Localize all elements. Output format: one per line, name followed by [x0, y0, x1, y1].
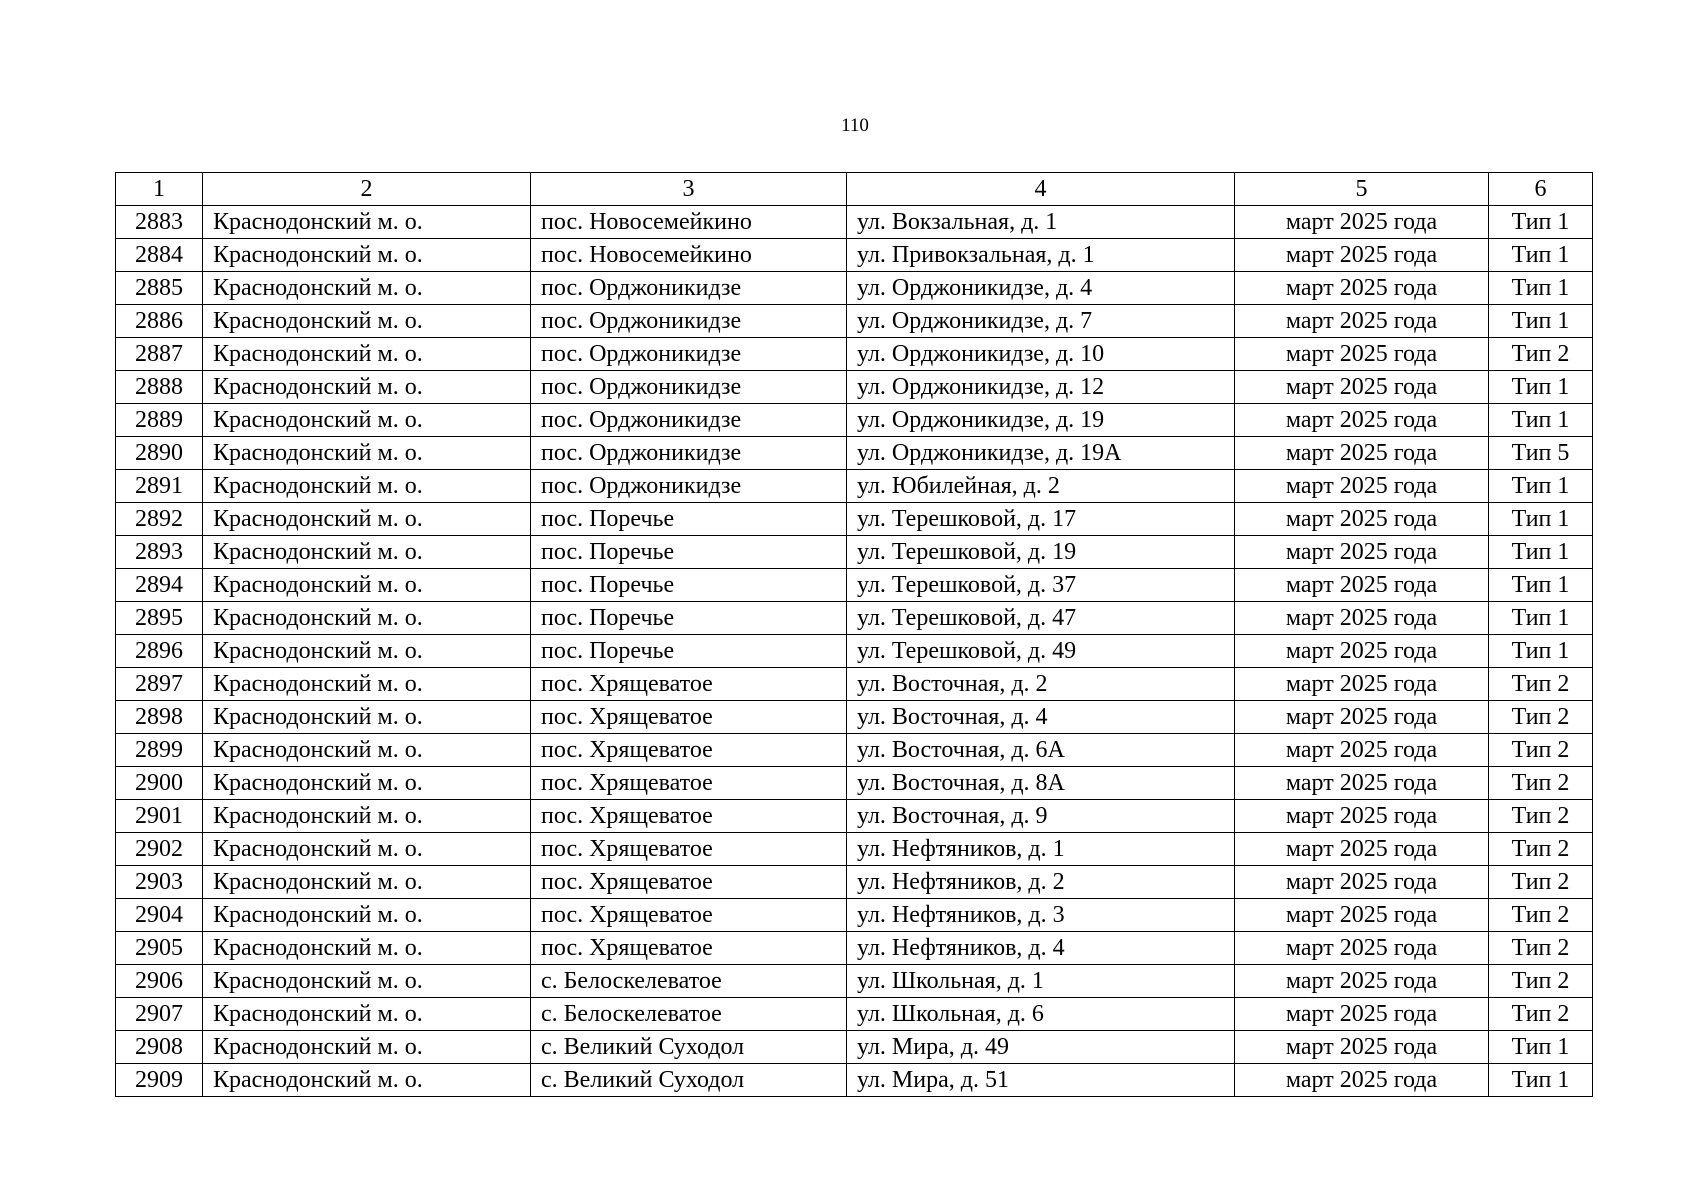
address-cell: ул. Восточная, д. 4 — [847, 701, 1235, 734]
row-number-cell: 2889 — [116, 404, 203, 437]
municipality-cell: Краснодонский м. о. — [203, 899, 531, 932]
municipality-cell: Краснодонский м. о. — [203, 767, 531, 800]
header-cell-col2: 2 — [203, 173, 531, 206]
date-cell: март 2025 года — [1235, 668, 1489, 701]
table-header — [116, 173, 1593, 206]
municipality-cell: Краснодонский м. о. — [203, 800, 531, 833]
row-number-cell: 2884 — [116, 239, 203, 272]
settlement-cell: пос. Хрящеватое — [531, 866, 847, 899]
table-body — [116, 206, 1593, 1097]
address-cell: ул. Вокзальная, д. 1 — [847, 206, 1235, 239]
settlement-cell: пос. Орджоникидзе — [531, 437, 847, 470]
type-cell: Тип 1 — [1489, 503, 1593, 536]
row-number-cell: 2901 — [116, 800, 203, 833]
address-cell: ул. Нефтяников, д. 1 — [847, 833, 1235, 866]
date-cell: март 2025 года — [1235, 833, 1489, 866]
row-number-cell: 2887 — [116, 338, 203, 371]
row-number-cell: 2891 — [116, 470, 203, 503]
municipality-cell: Краснодонский м. о. — [203, 239, 531, 272]
type-cell: Тип 1 — [1489, 602, 1593, 635]
type-cell: Тип 1 — [1489, 206, 1593, 239]
address-cell: ул. Мира, д. 51 — [847, 1064, 1235, 1097]
date-cell: март 2025 года — [1235, 305, 1489, 338]
settlement-cell: пос. Хрящеватое — [531, 932, 847, 965]
row-number-cell: 2903 — [116, 866, 203, 899]
settlement-cell: пос. Орджоникидзе — [531, 470, 847, 503]
row-number-cell: 2896 — [116, 635, 203, 668]
address-cell: ул. Школьная, д. 6 — [847, 998, 1235, 1031]
table-row — [116, 470, 1593, 503]
municipality-cell: Краснодонский м. о. — [203, 338, 531, 371]
date-cell: март 2025 года — [1235, 635, 1489, 668]
date-cell: март 2025 года — [1235, 470, 1489, 503]
municipality-cell: Краснодонский м. о. — [203, 272, 531, 305]
type-cell: Тип 2 — [1489, 800, 1593, 833]
date-cell: март 2025 года — [1235, 767, 1489, 800]
address-cell: ул. Орджоникидзе, д. 12 — [847, 371, 1235, 404]
municipality-cell: Краснодонский м. о. — [203, 866, 531, 899]
row-number-cell: 2909 — [116, 1064, 203, 1097]
municipality-cell: Краснодонский м. о. — [203, 932, 531, 965]
table-row — [116, 206, 1593, 239]
table-row — [116, 404, 1593, 437]
date-cell: март 2025 года — [1235, 701, 1489, 734]
type-cell: Тип 2 — [1489, 668, 1593, 701]
row-number-cell: 2897 — [116, 668, 203, 701]
row-number-cell: 2885 — [116, 272, 203, 305]
type-cell: Тип 1 — [1489, 536, 1593, 569]
table-row — [116, 371, 1593, 404]
address-cell: ул. Восточная, д. 2 — [847, 668, 1235, 701]
table-row — [116, 602, 1593, 635]
address-cell: ул. Нефтяников, д. 4 — [847, 932, 1235, 965]
address-cell: ул. Восточная, д. 9 — [847, 800, 1235, 833]
settlement-cell: с. Великий Суходол — [531, 1031, 847, 1064]
table-row — [116, 305, 1593, 338]
address-cell: ул. Терешковой, д. 17 — [847, 503, 1235, 536]
table-row — [116, 800, 1593, 833]
date-cell: март 2025 года — [1235, 1064, 1489, 1097]
municipality-cell: Краснодонский м. о. — [203, 536, 531, 569]
type-cell: Тип 1 — [1489, 470, 1593, 503]
date-cell: март 2025 года — [1235, 932, 1489, 965]
date-cell: март 2025 года — [1235, 371, 1489, 404]
table-row — [116, 437, 1593, 470]
date-cell: март 2025 года — [1235, 899, 1489, 932]
address-cell: ул. Мира, д. 49 — [847, 1031, 1235, 1064]
table-row — [116, 767, 1593, 800]
address-cell: ул. Терешковой, д. 47 — [847, 602, 1235, 635]
settlement-cell: пос. Хрящеватое — [531, 701, 847, 734]
table-row — [116, 899, 1593, 932]
type-cell: Тип 5 — [1489, 437, 1593, 470]
date-cell: март 2025 года — [1235, 437, 1489, 470]
date-cell: март 2025 года — [1235, 998, 1489, 1031]
row-number-cell: 2898 — [116, 701, 203, 734]
table-row — [116, 998, 1593, 1031]
municipality-cell: Краснодонский м. о. — [203, 470, 531, 503]
address-cell: ул. Орджоникидзе, д. 10 — [847, 338, 1235, 371]
address-cell: ул. Восточная, д. 8А — [847, 767, 1235, 800]
settlement-cell: пос. Хрящеватое — [531, 800, 847, 833]
address-cell: ул. Терешковой, д. 49 — [847, 635, 1235, 668]
table-row — [116, 1031, 1593, 1064]
type-cell: Тип 2 — [1489, 899, 1593, 932]
address-cell: ул. Нефтяников, д. 2 — [847, 866, 1235, 899]
date-cell: март 2025 года — [1235, 800, 1489, 833]
date-cell: март 2025 года — [1235, 503, 1489, 536]
type-cell: Тип 2 — [1489, 734, 1593, 767]
row-number-cell: 2902 — [116, 833, 203, 866]
date-cell: март 2025 года — [1235, 866, 1489, 899]
municipality-cell: Краснодонский м. о. — [203, 602, 531, 635]
header-row — [116, 173, 1593, 206]
settlement-cell: пос. Хрящеватое — [531, 668, 847, 701]
address-cell: ул. Восточная, д. 6А — [847, 734, 1235, 767]
settlement-cell: пос. Орджоникидзе — [531, 338, 847, 371]
municipality-cell: Краснодонский м. о. — [203, 635, 531, 668]
header-cell-col6: 6 — [1489, 173, 1593, 206]
address-cell: ул. Юбилейная, д. 2 — [847, 470, 1235, 503]
municipality-cell: Краснодонский м. о. — [203, 404, 531, 437]
municipality-cell: Краснодонский м. о. — [203, 998, 531, 1031]
address-cell: ул. Орджоникидзе, д. 7 — [847, 305, 1235, 338]
settlement-cell: пос. Поречье — [531, 536, 847, 569]
settlement-cell: пос. Поречье — [531, 635, 847, 668]
municipality-cell: Краснодонский м. о. — [203, 437, 531, 470]
municipality-cell: Краснодонский м. о. — [203, 734, 531, 767]
settlement-cell: с. Великий Суходол — [531, 1064, 847, 1097]
type-cell: Тип 1 — [1489, 1064, 1593, 1097]
address-cell: ул. Орджоникидзе, д. 4 — [847, 272, 1235, 305]
address-cell: ул. Терешковой, д. 19 — [847, 536, 1235, 569]
date-cell: март 2025 года — [1235, 404, 1489, 437]
type-cell: Тип 2 — [1489, 833, 1593, 866]
header-cell-col4: 4 — [847, 173, 1235, 206]
date-cell: март 2025 года — [1235, 965, 1489, 998]
date-cell: март 2025 года — [1235, 1031, 1489, 1064]
date-cell: март 2025 года — [1235, 206, 1489, 239]
table-row — [116, 1064, 1593, 1097]
date-cell: март 2025 года — [1235, 536, 1489, 569]
type-cell: Тип 2 — [1489, 932, 1593, 965]
row-number-cell: 2906 — [116, 965, 203, 998]
row-number-cell: 2894 — [116, 569, 203, 602]
table-row — [116, 536, 1593, 569]
type-cell: Тип 1 — [1489, 239, 1593, 272]
date-cell: март 2025 года — [1235, 602, 1489, 635]
date-cell: март 2025 года — [1235, 239, 1489, 272]
table-row — [116, 866, 1593, 899]
settlement-cell: пос. Новосемейкино — [531, 239, 847, 272]
table-row — [116, 503, 1593, 536]
row-number-cell: 2890 — [116, 437, 203, 470]
row-number-cell: 2892 — [116, 503, 203, 536]
municipality-cell: Краснодонский м. о. — [203, 569, 531, 602]
row-number-cell: 2895 — [116, 602, 203, 635]
settlement-cell: пос. Орджоникидзе — [531, 272, 847, 305]
type-cell: Тип 1 — [1489, 371, 1593, 404]
settlement-cell: пос. Хрящеватое — [531, 767, 847, 800]
municipality-cell: Краснодонский м. о. — [203, 701, 531, 734]
table-row — [116, 272, 1593, 305]
data-table — [115, 172, 1593, 1097]
type-cell: Тип 1 — [1489, 272, 1593, 305]
municipality-cell: Краснодонский м. о. — [203, 965, 531, 998]
header-cell-col3: 3 — [531, 173, 847, 206]
municipality-cell: Краснодонский м. о. — [203, 503, 531, 536]
address-cell: ул. Терешковой, д. 37 — [847, 569, 1235, 602]
row-number-cell: 2888 — [116, 371, 203, 404]
table-row — [116, 338, 1593, 371]
table-row — [116, 635, 1593, 668]
settlement-cell: пос. Хрящеватое — [531, 899, 847, 932]
type-cell: Тип 2 — [1489, 767, 1593, 800]
settlement-cell: пос. Новосемейкино — [531, 206, 847, 239]
row-number-cell: 2904 — [116, 899, 203, 932]
date-cell: март 2025 года — [1235, 569, 1489, 602]
settlement-cell: пос. Орджоникидзе — [531, 404, 847, 437]
row-number-cell: 2907 — [116, 998, 203, 1031]
table-row — [116, 668, 1593, 701]
type-cell: Тип 2 — [1489, 998, 1593, 1031]
settlement-cell: пос. Хрящеватое — [531, 734, 847, 767]
settlement-cell: с. Белоскелеватое — [531, 998, 847, 1031]
table-row — [116, 965, 1593, 998]
municipality-cell: Краснодонский м. о. — [203, 833, 531, 866]
address-cell: ул. Нефтяников, д. 3 — [847, 899, 1235, 932]
settlement-cell: пос. Поречье — [531, 503, 847, 536]
date-cell: март 2025 года — [1235, 338, 1489, 371]
address-cell: ул. Орджоникидзе, д. 19А — [847, 437, 1235, 470]
row-number-cell: 2886 — [116, 305, 203, 338]
settlement-cell: пос. Поречье — [531, 569, 847, 602]
address-cell: ул. Привокзальная, д. 1 — [847, 239, 1235, 272]
type-cell: Тип 2 — [1489, 338, 1593, 371]
header-cell-col1: 1 — [116, 173, 203, 206]
type-cell: Тип 1 — [1489, 1031, 1593, 1064]
municipality-cell: Краснодонский м. о. — [203, 1031, 531, 1064]
type-cell: Тип 1 — [1489, 569, 1593, 602]
header-cell-col5: 5 — [1235, 173, 1489, 206]
table-row — [116, 734, 1593, 767]
municipality-cell: Краснодонский м. о. — [203, 668, 531, 701]
row-number-cell: 2908 — [116, 1031, 203, 1064]
settlement-cell: пос. Поречье — [531, 602, 847, 635]
type-cell: Тип 2 — [1489, 866, 1593, 899]
row-number-cell: 2883 — [116, 206, 203, 239]
table-row — [116, 701, 1593, 734]
type-cell: Тип 1 — [1489, 404, 1593, 437]
table-row — [116, 833, 1593, 866]
table-row — [116, 932, 1593, 965]
row-number-cell: 2899 — [116, 734, 203, 767]
date-cell: март 2025 года — [1235, 734, 1489, 767]
table-row — [116, 569, 1593, 602]
row-number-cell: 2900 — [116, 767, 203, 800]
table-row — [116, 239, 1593, 272]
type-cell: Тип 1 — [1489, 635, 1593, 668]
municipality-cell: Краснодонский м. о. — [203, 305, 531, 338]
row-number-cell: 2905 — [116, 932, 203, 965]
address-cell: ул. Орджоникидзе, д. 19 — [847, 404, 1235, 437]
settlement-cell: пос. Орджоникидзе — [531, 371, 847, 404]
type-cell: Тип 2 — [1489, 965, 1593, 998]
municipality-cell: Краснодонский м. о. — [203, 1064, 531, 1097]
page-number: 110 — [841, 115, 869, 136]
municipality-cell: Краснодонский м. о. — [203, 206, 531, 239]
type-cell: Тип 1 — [1489, 305, 1593, 338]
settlement-cell: пос. Орджоникидзе — [531, 305, 847, 338]
settlement-cell: пос. Хрящеватое — [531, 833, 847, 866]
date-cell: март 2025 года — [1235, 272, 1489, 305]
municipality-cell: Краснодонский м. о. — [203, 371, 531, 404]
settlement-cell: с. Белоскелеватое — [531, 965, 847, 998]
row-number-cell: 2893 — [116, 536, 203, 569]
address-cell: ул. Школьная, д. 1 — [847, 965, 1235, 998]
type-cell: Тип 2 — [1489, 701, 1593, 734]
